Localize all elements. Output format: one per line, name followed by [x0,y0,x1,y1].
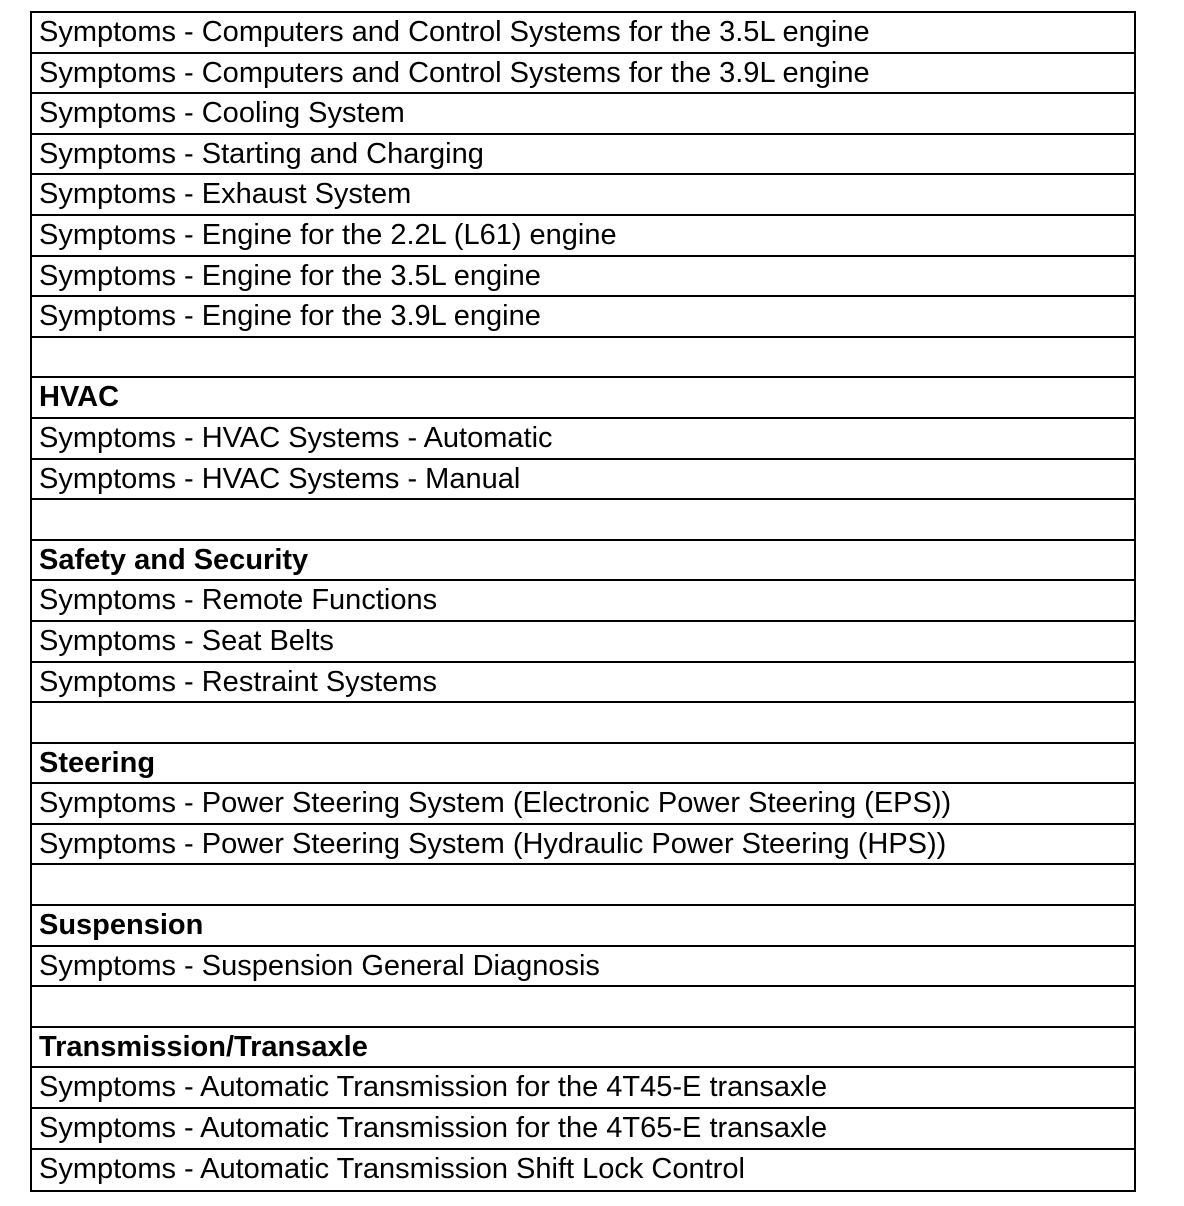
table-row[interactable]: Symptoms - HVAC Systems - Manual [32,460,1134,501]
table-row[interactable]: Symptoms - Automatic Transmission for the 4T65-E transaxle [32,1109,1134,1150]
section-header-safety-and-security: Safety and Security [32,541,1134,582]
blank-row [32,500,1134,541]
table-row[interactable]: Symptoms - Exhaust System [32,175,1134,216]
table-row[interactable]: Symptoms - Power Steering System (Hydraulic Power Steering (HPS)) [32,825,1134,866]
table-row[interactable]: Symptoms - Starting and Charging [32,135,1134,176]
symptoms-table [30,11,1136,1192]
table-row[interactable]: Symptoms - Power Steering System (Electronic Power Steering (EPS)) [32,784,1134,825]
table-row[interactable]: Symptoms - Seat Belts [32,622,1134,663]
section-header-hvac: HVAC [32,378,1134,419]
table-row[interactable]: Symptoms - Remote Functions [32,581,1134,622]
section-header-transmission-transaxle: Transmission/Transaxle [32,1028,1134,1069]
table-row[interactable]: Symptoms - Automatic Transmission for the 4T45-E transaxle [32,1068,1134,1109]
table-row[interactable]: Symptoms - Engine for the 3.5L engine [32,257,1134,298]
blank-row [32,703,1134,744]
section-header-steering: Steering [32,744,1134,785]
table-row[interactable]: Symptoms - Computers and Control Systems for the 3.5L engine [32,13,1134,54]
blank-row [32,987,1134,1028]
blank-row [32,865,1134,906]
blank-row [32,338,1134,379]
table-row[interactable]: Symptoms - Restraint Systems [32,663,1134,704]
table-row[interactable]: Symptoms - Computers and Control Systems for the 3.9L engine [32,54,1134,95]
section-header-suspension: Suspension [32,906,1134,947]
table-row[interactable]: Symptoms - Engine for the 2.2L (L61) engine [32,216,1134,257]
table-row[interactable]: Symptoms - Cooling System [32,94,1134,135]
table-row[interactable]: Symptoms - HVAC Systems - Automatic [32,419,1134,460]
table-row[interactable]: Symptoms - Automatic Transmission Shift Lock Control [39,1152,745,1185]
table-row[interactable]: Symptoms - Engine for the 3.9L engine [32,297,1134,338]
table-row[interactable]: Symptoms - Suspension General Diagnosis [32,947,1134,988]
